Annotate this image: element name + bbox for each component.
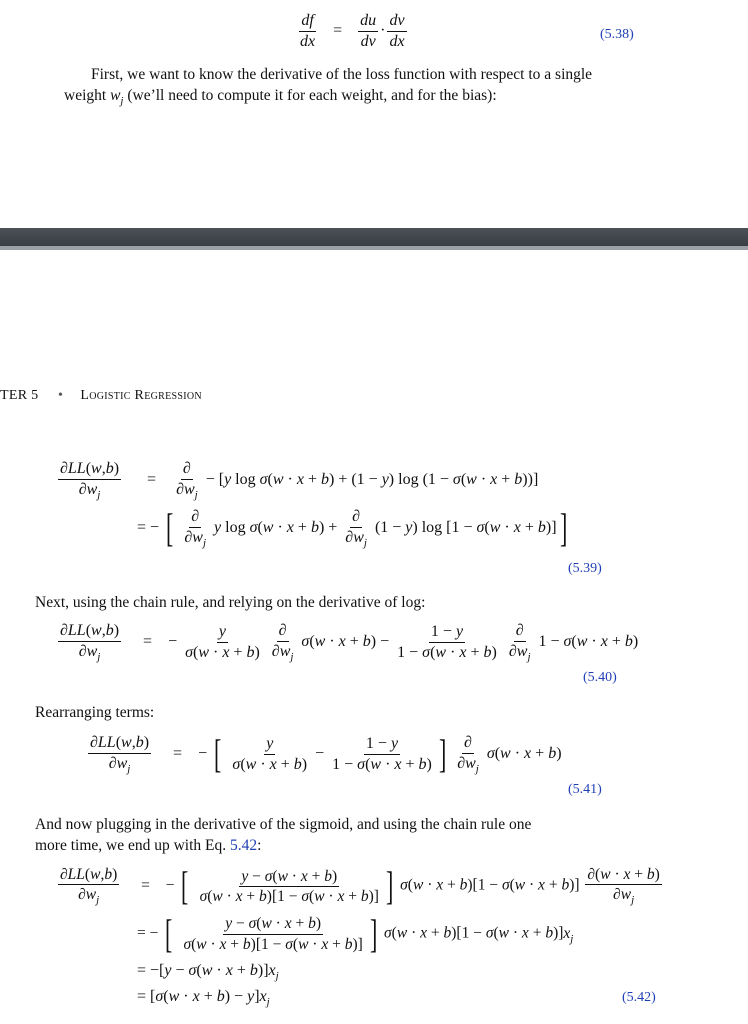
running-header bbox=[0, 388, 202, 404]
paragraph-plugging-line2: more time, we end up with Eq. 5.42: bbox=[35, 837, 262, 854]
paragraph-derivative-intro-line2: weight $w_j$ (we’ll need to compute it for each weight, and for the bias): bbox=[64, 87, 497, 107]
equation-5-41: $\frac{\partial LL(w,b)}{\partial w_j}$ = − [ $\frac{y}{\sigma(w \cdot x + b)}$ − $\frac{1 - y}{1 - \sigma(w \cdot x + b)}$ ] $\frac{\partial}{\partial w_j}$ σ(w · x + b) bbox=[90, 731, 562, 777]
equation-number-5-38: (5.38) bbox=[600, 27, 634, 42]
header-bullet: • bbox=[57, 388, 63, 403]
equation-number-5-40: (5.40) bbox=[583, 670, 617, 685]
equation-5-42-line3: = $-[y - \sigma(w \cdot x + b)]x_j$ bbox=[137, 962, 279, 982]
paragraph-rearranging: Rearranging terms: bbox=[35, 704, 155, 721]
paragraph-chain-rule: Next, using the chain rule, and relying on the derivative of log: bbox=[35, 594, 426, 611]
paragraph-derivative-intro-line1: First, we want to know the derivative of the loss function with respect to a single bbox=[91, 66, 593, 83]
equation-number-5-39: (5.39) bbox=[568, 561, 602, 576]
equation-5-42-line2: = − [ $\frac{y - \sigma(w \cdot x + b)}{\sigma(w \cdot x + b)[1 - \sigma(w \cdot x + b)]}$ ] $\sigma(w \cdot x + b)[1 - \sigma(w \cdot x + b)]x_j$ bbox=[137, 911, 574, 956]
eq-5-42-link[interactable]: 5.42 bbox=[230, 837, 258, 854]
equation-number-5-41: (5.41) bbox=[568, 782, 602, 797]
equation-5-39-line1: $\frac{\partial LL(w,b)}{\partial w_j}$ = $\frac{\partial}{\partial w_j}$ − [y log σ(w · x + b) + (1 − y) log (1 − σ(w · x + b))] bbox=[60, 460, 539, 501]
chapter-title: Logistic Regression bbox=[80, 388, 202, 403]
page-divider bbox=[0, 228, 748, 246]
equation-5-42-line4: = $[\sigma(w \cdot x + b) - y]x_j$ bbox=[137, 988, 270, 1008]
equation-5-40: $\frac{\partial LL(w,b)}{\partial w_j}$ = − $\frac{y}{\sigma(w \cdot x + b)}$ $\frac{\partial}{\partial w_j}$ σ(w · x + b) − $\frac{1 - y}{1 - \sigma(w \cdot x + b)}$ $\frac{\partial}{\partial w_j}$ 1 − σ(w · x + b) bbox=[60, 622, 639, 663]
equation-5-39-line2: = − [ $\frac{\partial}{\partial w_j}$ y log σ(w · x + b) + $\frac{\partial}{\partial w_j}$ (1 − y) log [1 − σ(w · x + b)]] bbox=[137, 505, 567, 551]
equation-number-5-42: (5.42) bbox=[622, 990, 656, 1005]
equation-5-38: $\frac{df}{dx}$ = $\frac{du}{dv}$ · $\frac{dv}{dx}$ bbox=[300, 12, 405, 50]
equation-5-42-line1: $\frac{\partial LL(w,b)}{\partial w_j}$ = − [ $\frac{y - \sigma(w \cdot x + b)}{\sigma(w \cdot x + b)[1 - \sigma(w \cdot x + b)]}$ ] σ(w · x + b)[1 − σ(w · x + b)] $\frac{\partial(w \cdot x + b)}{\partial w_j}$ bbox=[60, 863, 660, 909]
chapter-label: TER 5 bbox=[0, 388, 39, 403]
paragraph-plugging-line1: And now plugging in the derivative of the sigmoid, and using the chain rule one bbox=[35, 816, 532, 833]
